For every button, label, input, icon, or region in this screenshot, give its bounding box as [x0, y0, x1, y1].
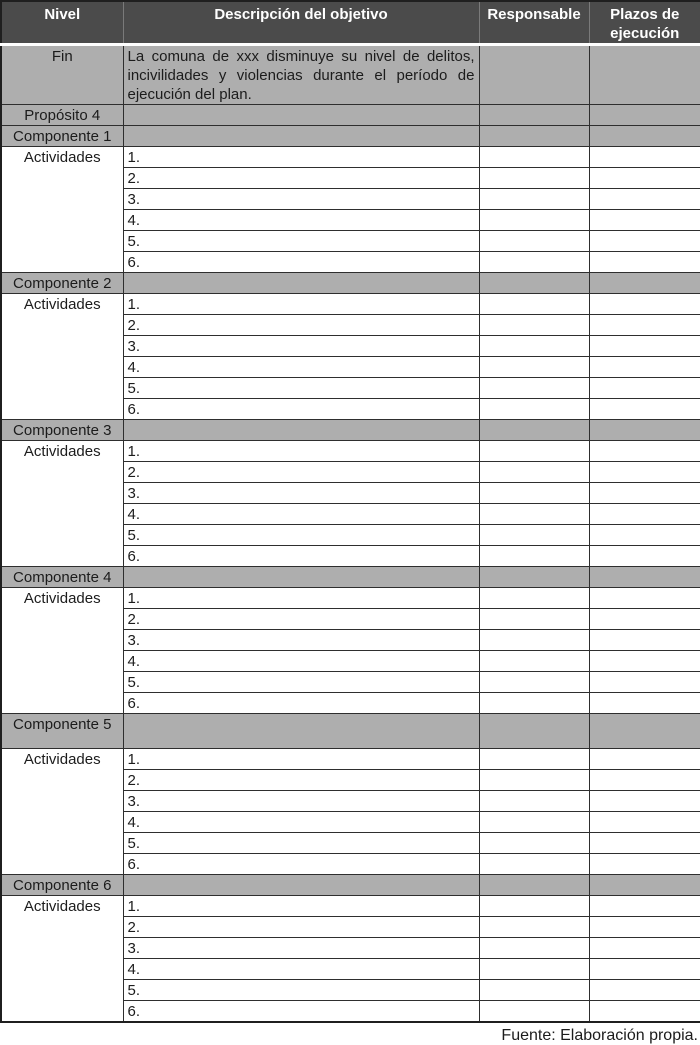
componente-responsable-cell — [479, 875, 589, 896]
activity-number-cell: 6. — [123, 546, 479, 567]
activity-responsable-cell — [479, 168, 589, 189]
activity-responsable-cell — [479, 210, 589, 231]
activity-plazos-cell — [589, 917, 700, 938]
fin-row — [1, 45, 700, 105]
activity-responsable-cell — [479, 693, 589, 714]
componente-plazos-cell — [589, 420, 700, 441]
activity-plazos-cell — [589, 938, 700, 959]
activity-responsable-cell — [479, 630, 589, 651]
componente-plazos-cell — [589, 126, 700, 147]
activity-responsable-cell — [479, 791, 589, 812]
componente-responsable-cell — [479, 420, 589, 441]
activity-plazos-cell — [589, 336, 700, 357]
activity-plazos-cell — [589, 504, 700, 525]
proposito-responsable-cell — [479, 105, 589, 126]
activity-row — [1, 749, 700, 770]
activity-responsable-cell — [479, 672, 589, 693]
activity-number-cell: 1. — [123, 147, 479, 168]
componente-responsable-cell — [479, 714, 589, 749]
activity-plazos-cell — [589, 357, 700, 378]
activity-number-cell: 6. — [123, 1001, 479, 1023]
activity-number-cell: 3. — [123, 791, 479, 812]
activity-plazos-cell — [589, 980, 700, 1001]
table-header-row — [1, 1, 700, 45]
componente-description-cell — [123, 273, 479, 294]
activity-plazos-cell — [589, 791, 700, 812]
actividades-label-cell: Actividades — [1, 147, 123, 273]
actividades-label-cell: Actividades — [1, 749, 123, 875]
fin-plazos-cell — [589, 45, 700, 105]
activity-number-cell: 4. — [123, 504, 479, 525]
activity-plazos-cell — [589, 525, 700, 546]
activity-responsable-cell — [479, 833, 589, 854]
activity-responsable-cell — [479, 504, 589, 525]
activity-responsable-cell — [479, 315, 589, 336]
componente-label-cell: Componente 1 — [1, 126, 123, 147]
componente-row — [1, 126, 700, 147]
activity-plazos-cell — [589, 231, 700, 252]
activity-plazos-cell — [589, 483, 700, 504]
activity-number-cell: 2. — [123, 770, 479, 791]
activity-number-cell: 3. — [123, 630, 479, 651]
activity-row — [1, 147, 700, 168]
activity-responsable-cell — [479, 525, 589, 546]
activity-plazos-cell — [589, 210, 700, 231]
activity-responsable-cell — [479, 917, 589, 938]
activity-number-cell: 4. — [123, 812, 479, 833]
activity-plazos-cell — [589, 693, 700, 714]
activity-responsable-cell — [479, 651, 589, 672]
activity-responsable-cell — [479, 147, 589, 168]
activity-number-cell: 4. — [123, 651, 479, 672]
activity-number-cell: 6. — [123, 252, 479, 273]
activity-plazos-cell — [589, 462, 700, 483]
componente-plazos-cell — [589, 567, 700, 588]
componente-responsable-cell — [479, 567, 589, 588]
activity-responsable-cell — [479, 770, 589, 791]
activity-number-cell: 6. — [123, 854, 479, 875]
activity-responsable-cell — [479, 609, 589, 630]
activity-responsable-cell — [479, 959, 589, 980]
activity-number-cell: 3. — [123, 189, 479, 210]
source-note: Fuente: Elaboración propia. — [501, 1027, 698, 1044]
actividades-label-cell: Actividades — [1, 441, 123, 567]
column-header-descripcion: Descripción del objetivo — [123, 1, 479, 45]
activity-plazos-cell — [589, 812, 700, 833]
activity-row — [1, 588, 700, 609]
activity-responsable-cell — [479, 588, 589, 609]
activity-number-cell: 2. — [123, 168, 479, 189]
activity-responsable-cell — [479, 441, 589, 462]
activity-plazos-cell — [589, 770, 700, 791]
activity-plazos-cell — [589, 399, 700, 420]
componente-row — [1, 714, 700, 749]
activity-number-cell: 3. — [123, 483, 479, 504]
activity-plazos-cell — [589, 749, 700, 770]
activity-plazos-cell — [589, 672, 700, 693]
column-header-responsable: Responsable — [479, 1, 589, 45]
activity-number-cell: 1. — [123, 294, 479, 315]
activity-plazos-cell — [589, 896, 700, 917]
activity-number-cell: 5. — [123, 378, 479, 399]
componente-description-cell — [123, 420, 479, 441]
activity-plazos-cell — [589, 1001, 700, 1023]
activity-responsable-cell — [479, 399, 589, 420]
activity-plazos-cell — [589, 294, 700, 315]
componente-plazos-cell — [589, 273, 700, 294]
activity-number-cell: 5. — [123, 833, 479, 854]
activity-number-cell: 2. — [123, 609, 479, 630]
componente-label-cell: Componente 6 — [1, 875, 123, 896]
componente-row — [1, 273, 700, 294]
activity-plazos-cell — [589, 630, 700, 651]
activity-responsable-cell — [479, 189, 589, 210]
activity-responsable-cell — [479, 357, 589, 378]
componente-description-cell — [123, 714, 479, 749]
activity-plazos-cell — [589, 833, 700, 854]
activity-plazos-cell — [589, 588, 700, 609]
activity-responsable-cell — [479, 1001, 589, 1023]
activity-plazos-cell — [589, 147, 700, 168]
componente-row — [1, 567, 700, 588]
activity-number-cell: 5. — [123, 980, 479, 1001]
activity-plazos-cell — [589, 959, 700, 980]
activity-plazos-cell — [589, 441, 700, 462]
activity-plazos-cell — [589, 378, 700, 399]
componente-label-cell: Componente 5 — [1, 714, 123, 749]
activity-number-cell: 5. — [123, 231, 479, 252]
componente-row — [1, 875, 700, 896]
activity-responsable-cell — [479, 980, 589, 1001]
activity-plazos-cell — [589, 651, 700, 672]
activity-number-cell: 3. — [123, 336, 479, 357]
actividades-label-cell: Actividades — [1, 294, 123, 420]
activity-row — [1, 441, 700, 462]
actividades-label-cell: Actividades — [1, 896, 123, 1023]
activity-responsable-cell — [479, 812, 589, 833]
activity-responsable-cell — [479, 294, 589, 315]
componente-label-cell: Componente 4 — [1, 567, 123, 588]
activity-plazos-cell — [589, 546, 700, 567]
activity-number-cell: 1. — [123, 588, 479, 609]
fin-responsable-cell — [479, 45, 589, 105]
activity-plazos-cell — [589, 315, 700, 336]
fin-label-cell: Fin — [1, 45, 123, 105]
activity-responsable-cell — [479, 938, 589, 959]
activity-number-cell: 6. — [123, 693, 479, 714]
componente-plazos-cell — [589, 875, 700, 896]
componente-row — [1, 420, 700, 441]
componente-label-cell: Componente 2 — [1, 273, 123, 294]
activity-responsable-cell — [479, 749, 589, 770]
componente-label-cell: Componente 3 — [1, 420, 123, 441]
activity-number-cell: 1. — [123, 441, 479, 462]
activity-number-cell: 5. — [123, 672, 479, 693]
activity-plazos-cell — [589, 252, 700, 273]
proposito-description-cell — [123, 105, 479, 126]
componente-responsable-cell — [479, 126, 589, 147]
column-header-nivel: Nivel — [1, 1, 123, 45]
activity-responsable-cell — [479, 896, 589, 917]
activity-number-cell: 4. — [123, 357, 479, 378]
actividades-label-cell: Actividades — [1, 588, 123, 714]
activity-plazos-cell — [589, 854, 700, 875]
componente-responsable-cell — [479, 273, 589, 294]
activity-row — [1, 896, 700, 917]
proposito-row — [1, 105, 700, 126]
activity-number-cell: 2. — [123, 315, 479, 336]
activity-responsable-cell — [479, 546, 589, 567]
activity-number-cell: 1. — [123, 896, 479, 917]
activity-responsable-cell — [479, 378, 589, 399]
activity-number-cell: 3. — [123, 938, 479, 959]
activity-number-cell: 1. — [123, 749, 479, 770]
activity-number-cell: 4. — [123, 210, 479, 231]
componente-description-cell — [123, 126, 479, 147]
activity-row — [1, 294, 700, 315]
fin-description-cell: La comuna de xxx disminuye su nivel de delitos, incivilidades y violencias durante el período de ejecución del plan. — [123, 45, 479, 105]
activity-plazos-cell — [589, 189, 700, 210]
activity-plazos-cell — [589, 168, 700, 189]
activity-number-cell: 2. — [123, 462, 479, 483]
activity-number-cell: 5. — [123, 525, 479, 546]
proposito-plazos-cell — [589, 105, 700, 126]
activity-plazos-cell — [589, 609, 700, 630]
activity-responsable-cell — [479, 462, 589, 483]
activity-number-cell: 4. — [123, 959, 479, 980]
activity-number-cell: 2. — [123, 917, 479, 938]
activity-responsable-cell — [479, 483, 589, 504]
activity-responsable-cell — [479, 336, 589, 357]
activity-responsable-cell — [479, 854, 589, 875]
componente-description-cell — [123, 567, 479, 588]
componente-plazos-cell — [589, 714, 700, 749]
proposito-label-cell: Propósito 4 — [1, 105, 123, 126]
activity-responsable-cell — [479, 231, 589, 252]
activity-responsable-cell — [479, 252, 589, 273]
componente-description-cell — [123, 875, 479, 896]
activity-number-cell: 6. — [123, 399, 479, 420]
column-header-plazos: Plazos de ejecución — [589, 1, 700, 45]
